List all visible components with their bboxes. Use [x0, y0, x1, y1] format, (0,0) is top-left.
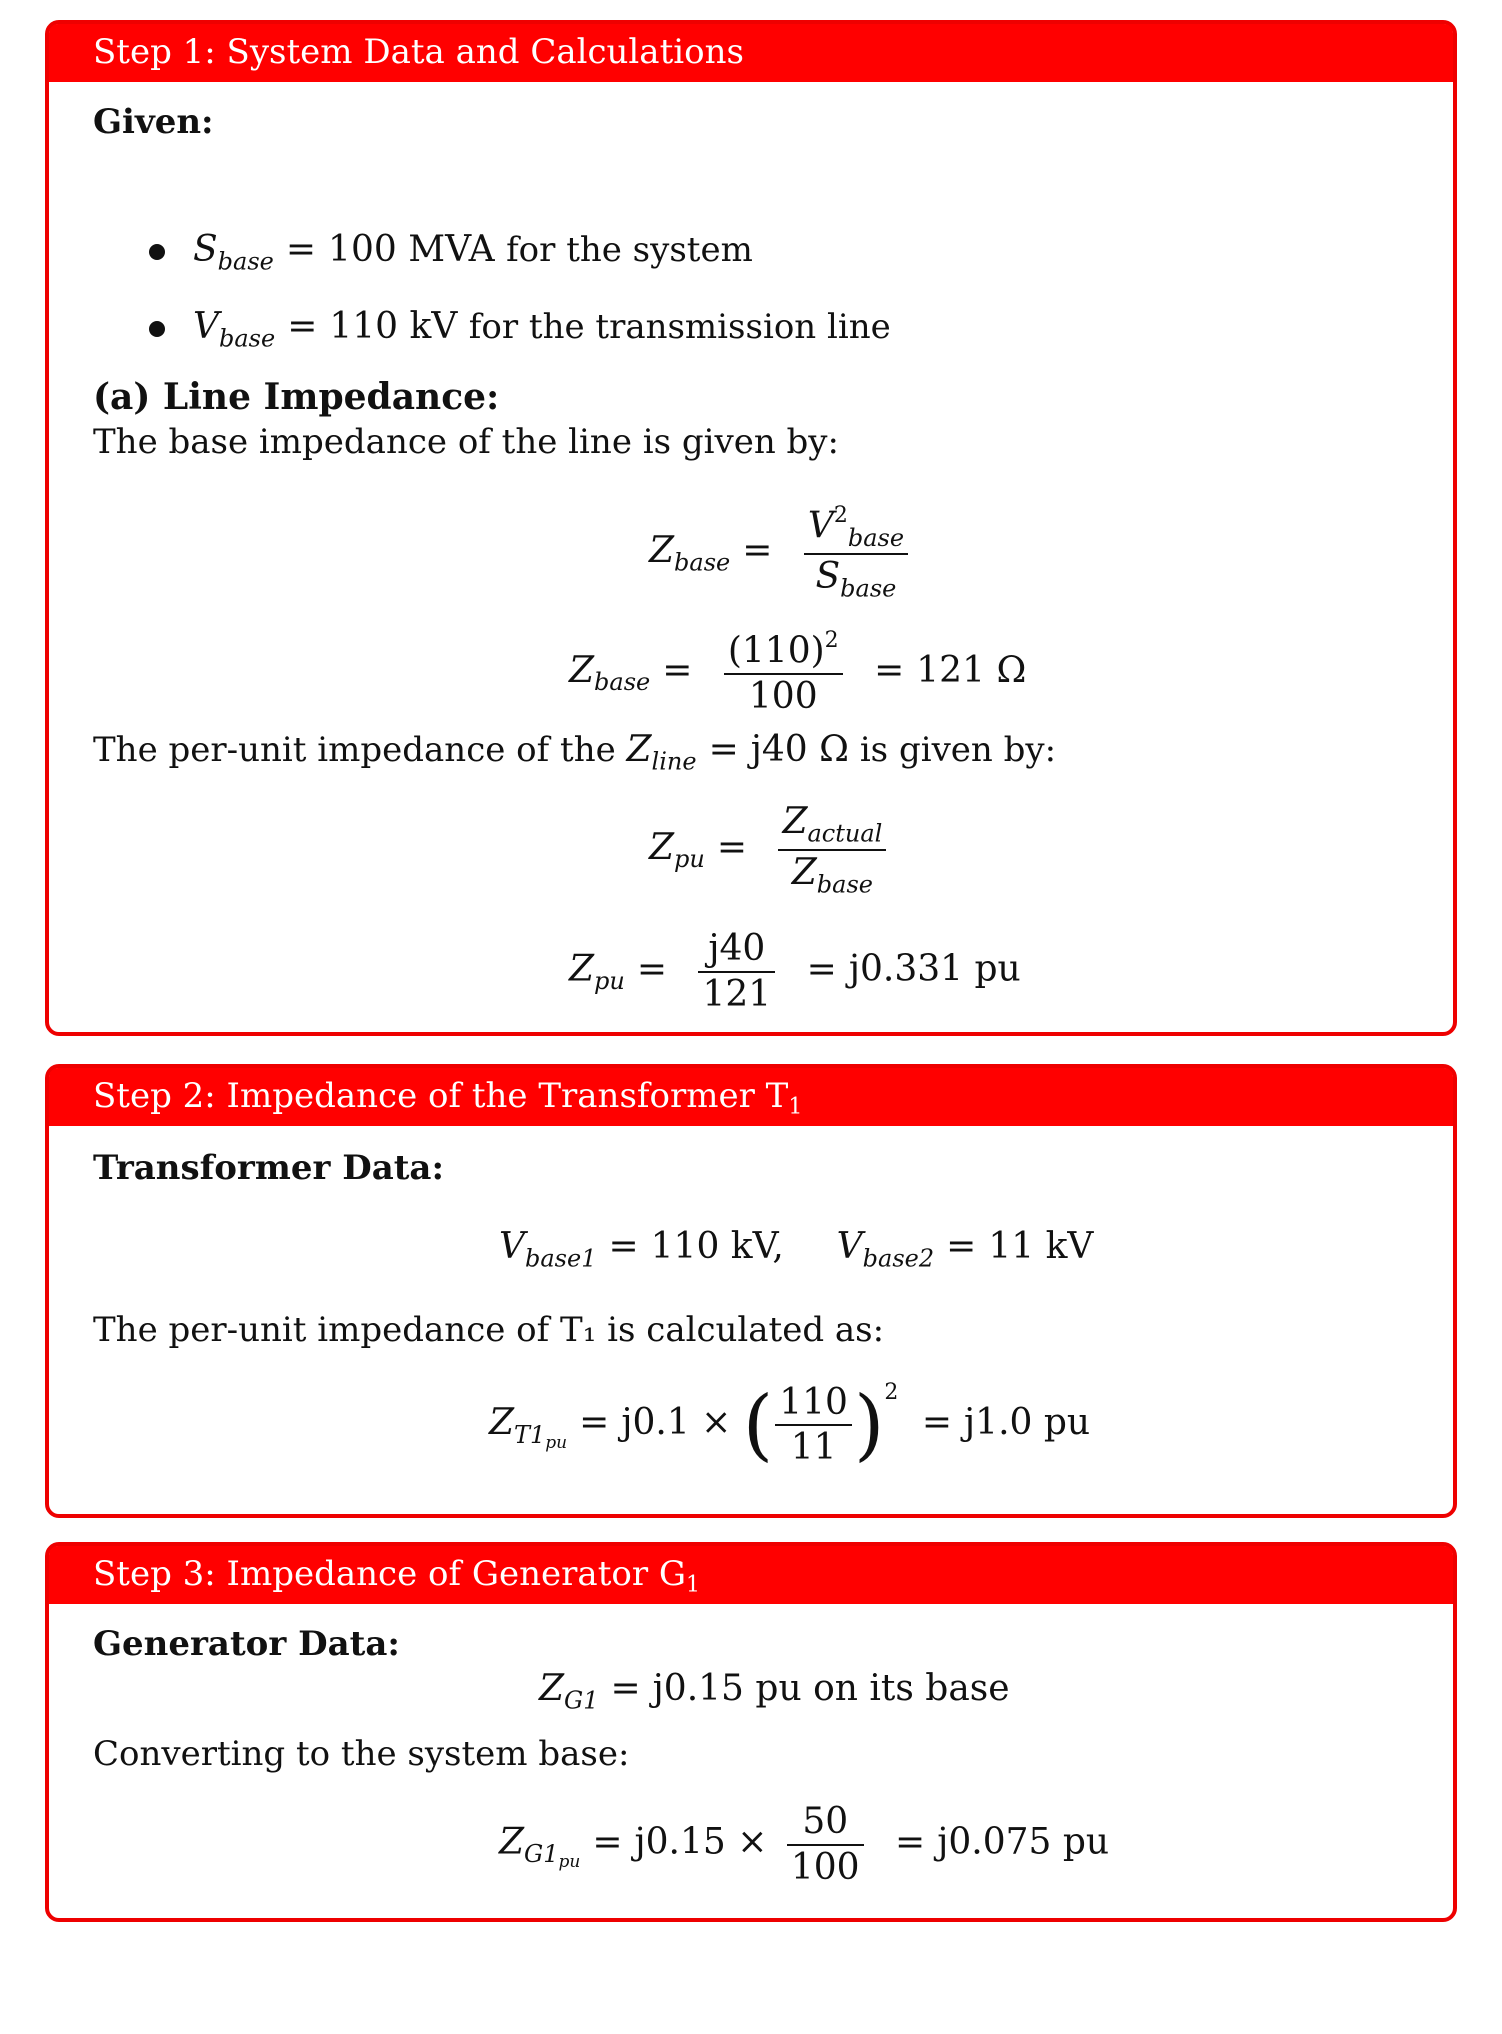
transformer-voltage-bases: $V_{base1} = 110$ kV, $V_{base2} = 11$ kV: [499, 1226, 1094, 1273]
transformer-perunit-text: The per-unit impedance of T₁ is calculated as:: [93, 1310, 885, 1350]
step1-box: [45, 20, 1457, 1036]
perunit-sentence: The per-unit impedance of the $Z_{line} = j40$ Ω is given by:: [93, 729, 1057, 776]
generator-given-impedance: $Z_{G1} = j0.15$ pu on its base: [539, 1668, 1010, 1715]
bullet-icon: [149, 244, 165, 260]
zbase-formula: $Z_{base}$ = $\frac{V^2_{base}}{S_{base}}$: [649, 504, 916, 602]
step2-header: [49, 1068, 1453, 1126]
bullet-icon: [149, 321, 165, 337]
step2-title: Step 2: Impedance of the Transformer T1: [93, 1076, 803, 1120]
zbase-value: $Z_{base}$ = $\frac{(110)^2}{100}$ = 121 Ω: [569, 628, 1027, 717]
step2-box: [45, 1064, 1457, 1518]
line-impedance-heading: (a) Line Impedance:: [93, 376, 500, 418]
zpu-value: $Z_{pu}$ = $\frac{j40}{121}$ = j0.331 pu: [569, 928, 1021, 1015]
transformer-data-label: Transformer Data:: [93, 1148, 445, 1188]
bullet-vbase: $V_{base} = 110$ kV for the transmission line: [149, 306, 891, 352]
step3-title: Step 3: Impedance of Generator G1: [93, 1554, 701, 1598]
bullet-sbase: $S_{base} = 100$ MVA for the system: [149, 229, 753, 275]
step1-title: Step 1: System Data and Calculations: [93, 32, 744, 72]
zpu-formula: $Z_{pu}$ = $\frac{Z_{actual}}{Z_{base}}$: [649, 802, 894, 898]
step1-header: [49, 24, 1453, 82]
right-paren: ): [853, 1380, 885, 1471]
converting-text: Converting to the system base:: [93, 1734, 630, 1774]
base-impedance-intro: The base impedance of the line is given by:: [93, 422, 839, 462]
given-label: Given:: [93, 102, 214, 142]
step3-header: [49, 1546, 1453, 1604]
left-paren: (: [742, 1380, 774, 1471]
step3-box: [45, 1542, 1457, 1922]
transformer-zpu-formula: $Z_{T1_{pu}} = j0.1$ × ( $\frac{110}{11}$ )$^2$ = j1.0 pu: [489, 1380, 1091, 1471]
generator-zpu-formula: $Z_{G1_{pu}} = j0.15$ × $\frac{50}{100}$ = j0.075 pu: [499, 1801, 1110, 1888]
generator-data-label: Generator Data:: [93, 1624, 400, 1664]
